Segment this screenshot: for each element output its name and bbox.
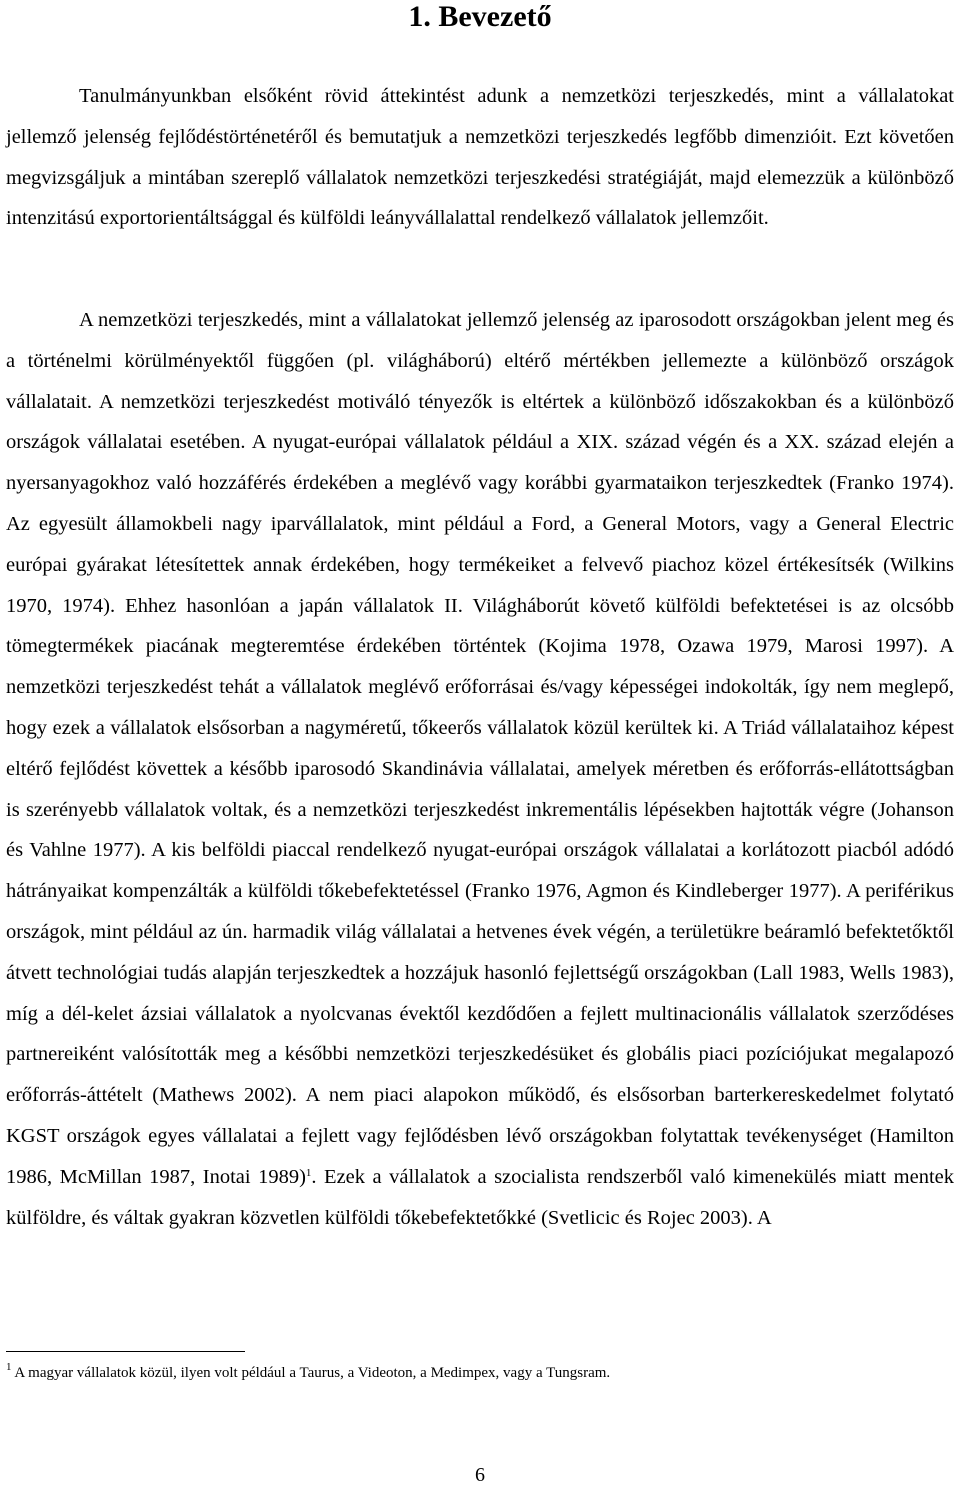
body-paragraph: Tanulmányunkban elsőként rövid áttekintést adunk a nemzetközi terjeszkedés, mint a vállalatokat jellemző jelenség fejlődéstörténetéről és bemutatjuk a nemzetközi terjeszkedés legfőbb dimenzióit. Ezt követően megvizsgáljuk a mintában szereplő vállalatok nemzetközi terjeszkedési stratégiáját, majd elemezzük a különböző intenzitású exportorientáltsággal és külföldi leányvállalattal rendelkező vállalatok jellemzőit. (6, 85, 954, 230)
paragraph-text: A nemzetközi terjeszkedés, mint a vállalatokat jellemző jelenség az iparosodott országokban jelent meg és a történelmi körülményektől függően (pl. világháború) eltérő mértékben jellemezte a különböző országok vállalatait. A nemzetközi terjeszkedést motiváló tényezők is eltértek a különböző időszakokban és a különböző országok vállalatai esetében. A nyugat-európai vállalatok például a XIX. század végén és a XX. század elején a nyersanyagokhoz való hozzáférés érdekében a meglévő vagy korábbi gyarmataikon terjeszkedtek (Franko 1974). Az egyesült államokbeli nagy iparvállalatok, mint például a Ford, a General Motors, vagy a General Electric európai gyárakat létesítettek annak érdekében, hogy termékeiket a felvevő piachoz közel értékesítsék (Wilkins 1970, 1974). Ehhez hasonlóan a japán vállalatok II. Világháborút követő külföldi befektetései is az olcsóbb tömegtermékek piacának megteremtése érdekében történtek (Kojima 1978, Ozawa 1979, Marosi 1997). A nemzetközi terjeszkedést tehát a vállalatok meglévő erőforrásai és/vagy képességei indokolták, így nem meglepő, hogy ezek a vállalatok elsősorban a nagyméretű, tőkeerős vállalatok közül kerültek ki. A Triád vállalataihoz képest eltérő fejlődést követtek a később iparosodó Skandinávia vállalatai, amelyek méretben és erőforrás-ellátottságban is szerényebb vállalatok voltak, és a nemzetközi terjeszkedést inkrementális lépésekben hajtották végre (Johanson és Vahlne 1977). A kis belföldi piaccal rendelkező nyugat-európai országok vállalatai a korlátozott piacból adódó hátrányaikat kompenzálták a külföldi tőkebefektetéssel (Franko 1976, Agmon és Kindleberger 1977). A periférikus országok, mint például az ún. harmadik világ vállalatai a hetvenes évek végén, a területükre beáramló befektetőktől átvett technológiai tudás alapján terjeszkedtek a hozzájuk hasonló fejlettségű országokban (Lall 1983, Wells 1983), míg a dél-kelet ázsiai vállalatok a nyolcvanas évektől kezdődően a fejlett multinacionális vállalatok szerződéses partnereiként valósították meg a későbbi nemzetközi terjeszkedésüket és globális piaci pozíciójukat megalapozó erőforrás-áttételt (Mathews 2002). A nem piaci alapokon működő, és elsősorban barterkereskedelmet folytató KGST országok egyes vállalatai a fejlett vagy fejlődésben lévő országokban folytattak tevékenységet (Hamilton 1986, McMillan 1987, Inotai 1989) (6, 309, 954, 1188)
footnote-reference[interactable]: 1 (305, 1166, 312, 1179)
footnote (6, 1363, 954, 1383)
section-heading: 1. Bevezető (408, 0, 552, 33)
footnote-text: A magyar vállalatok közül, ilyen volt például a Taurus, a Videoton, a Medimpex, vagy a Tungsram. (11, 1365, 611, 1381)
body-paragraph (6, 300, 954, 1238)
footnote-marker: 1 (6, 1361, 12, 1373)
page-number: 6 (475, 1464, 485, 1486)
footnote-separator (6, 1351, 245, 1352)
paragraph-text: . Ezek a vállalatok a szocialista rendszerből való kimenekülés miatt mentek külföldre, és váltak gyakran közvetlen külföldi tőkebefektetőkké (Svetlicic és Rojec 2003). A (6, 1165, 954, 1229)
